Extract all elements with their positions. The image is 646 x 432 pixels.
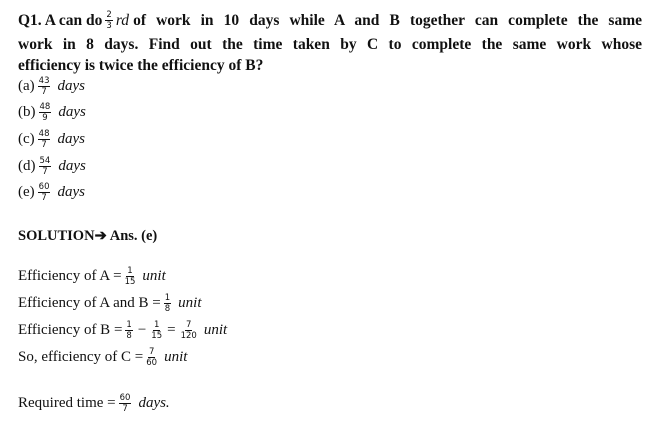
unit: days <box>57 184 85 200</box>
unit: days <box>57 78 85 94</box>
unit: unit <box>203 322 228 338</box>
answer: Ans. (e) <box>109 228 158 244</box>
option-label: (d) <box>18 158 36 174</box>
option-label: (b) <box>18 104 36 120</box>
label: Required time = <box>18 395 116 411</box>
option-a[interactable] <box>18 76 85 97</box>
required-time <box>18 393 170 414</box>
option-label: (c) <box>18 131 35 147</box>
efficiency-a <box>18 266 166 287</box>
efficiency-b <box>18 320 227 341</box>
efficiency-ab <box>18 293 202 314</box>
unit: days <box>57 131 85 147</box>
option-e[interactable] <box>18 182 85 203</box>
fraction: $\frac{60}{7}$ <box>119 393 131 414</box>
fraction: $\frac{1}{8}$ <box>126 320 132 341</box>
unit: days <box>58 104 86 120</box>
fraction: $\frac{60}{7}$ <box>38 182 50 203</box>
fraction: $\frac{54}{7}$ <box>39 156 51 177</box>
minus-sign: − <box>137 322 147 338</box>
unit: unit <box>142 268 166 284</box>
question-line-3: efficiency is twice the efficiency of B? <box>18 57 264 74</box>
fraction: $\frac{7}{60}$ <box>146 347 158 368</box>
fraction: $\frac{43}{7}$ <box>38 76 50 97</box>
question-line-2: work in 8 days. Find out the time taken by C to complete the same work whose <box>18 36 642 53</box>
fraction: $\frac{1}{15}$ <box>151 320 163 341</box>
unit: days. <box>138 395 170 411</box>
fraction: $\frac{7}{120}$ <box>180 320 197 341</box>
rd-text: rd <box>115 11 130 29</box>
fraction: $\frac{2}{3}$ <box>106 10 112 31</box>
option-b[interactable] <box>18 102 86 123</box>
efficiency-c <box>18 347 187 368</box>
fraction: $\frac{1}{8}$ <box>164 293 171 314</box>
option-label: (e) <box>18 184 35 200</box>
question-text: of work in 10 days while A and B together can complete the same <box>133 11 642 29</box>
solution-heading <box>18 228 157 245</box>
fraction: $\frac{48}{9}$ <box>39 102 51 123</box>
option-c[interactable] <box>18 129 85 150</box>
unit: unit <box>178 295 202 311</box>
option-d[interactable] <box>18 156 86 177</box>
fraction: $\frac{48}{7}$ <box>38 129 50 150</box>
label: So, efficiency of C = <box>18 349 144 365</box>
fraction: $\frac{1}{15}$ <box>124 266 136 287</box>
label: Efficiency of B = <box>18 322 123 338</box>
arrow-right-icon: ➔ <box>94 228 107 244</box>
solution-label: SOLUTION <box>18 228 95 244</box>
unit: days <box>58 158 86 174</box>
option-label: (a) <box>18 78 35 94</box>
question-line-1 <box>18 10 642 31</box>
equals-sign: = <box>167 322 176 338</box>
unit: unit <box>164 349 188 365</box>
label: Efficiency of A = <box>18 268 122 284</box>
label: Efficiency of A and B = <box>18 295 161 311</box>
question-text: Q1. A can do <box>18 11 103 29</box>
